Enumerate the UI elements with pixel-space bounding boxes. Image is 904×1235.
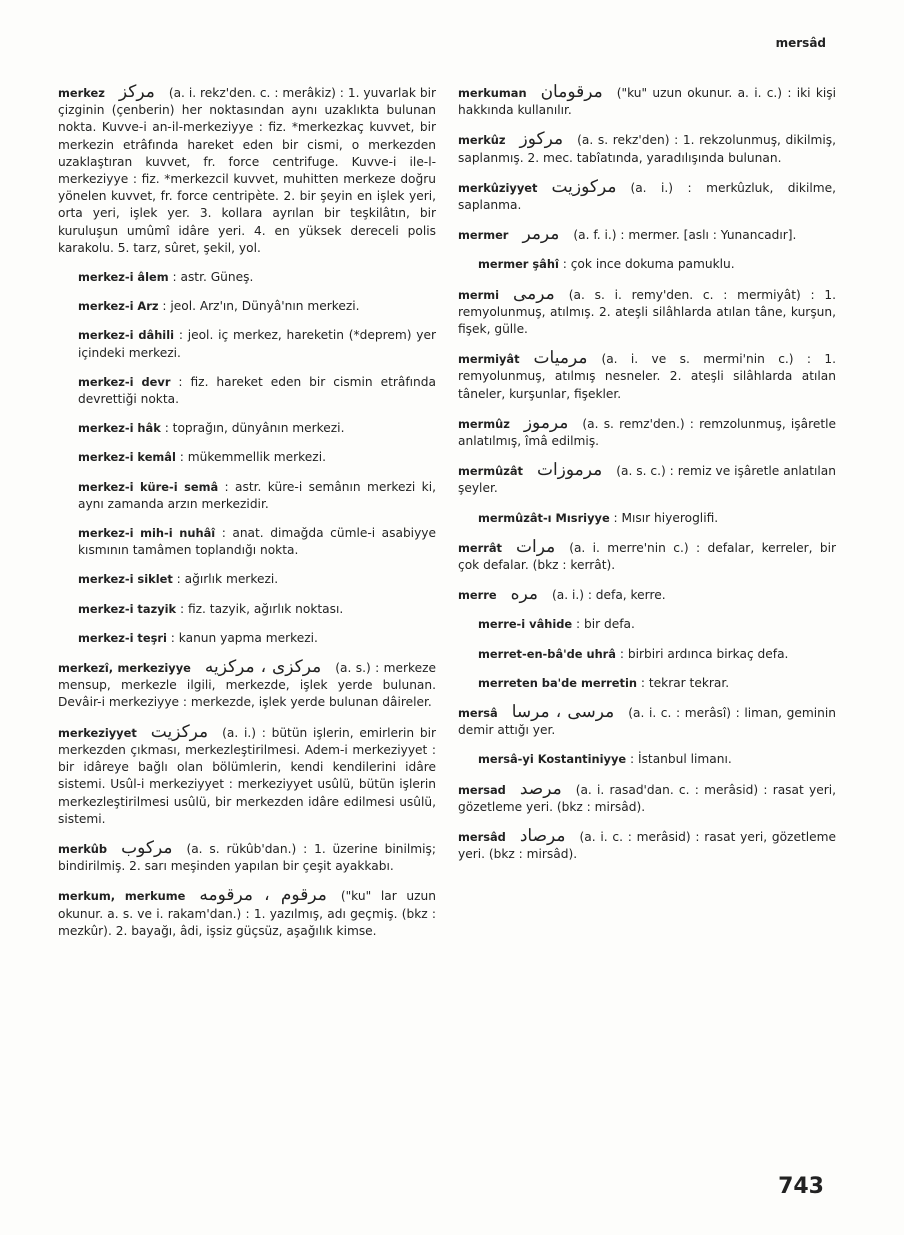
arabic-script: مرمر bbox=[522, 224, 560, 245]
arabic-script: مرکزيت bbox=[150, 721, 209, 742]
entry-headword: merkeziyyet bbox=[58, 725, 137, 740]
entry-headword: merkez-i mih-i nuhâî bbox=[78, 526, 216, 541]
entry-definition: : jeol. Arz'ın, Dünyâ'nın merkezi. bbox=[162, 299, 360, 314]
sub-entry bbox=[78, 374, 436, 408]
arabic-script: مرموزات bbox=[536, 460, 603, 481]
dictionary-entry bbox=[458, 828, 836, 863]
entry-definition: : Mısır hiyeroglifi. bbox=[613, 510, 719, 525]
entry-headword: merkûb bbox=[58, 841, 108, 856]
sub-entry bbox=[78, 601, 436, 618]
sub-entry bbox=[78, 420, 436, 437]
entry-definition: ("ku" uzun okunur. a. i. c.) : iki kişi hakkında kullanılır. bbox=[458, 86, 836, 118]
arabic-script: مرميات bbox=[533, 348, 588, 369]
dictionary-entry bbox=[58, 837, 436, 875]
entry-definition: (a. i. c. : merâsid) : rasat yeri, gözetleme yeri. (bkz : mirsâd). bbox=[458, 830, 836, 862]
arabic-script: مرموز bbox=[523, 412, 569, 433]
arabic-script: مرقوم ، مرقومه bbox=[199, 885, 327, 906]
entry-definition: (a. s. rekz'den) : 1. rekzolunmuş, dikilmiş, saplanmış. 2. mec. tabîatında, yaradılışında bulunan. bbox=[458, 133, 836, 165]
arabic-script: مرصد bbox=[519, 778, 562, 799]
entry-headword: merreten ba'de merretin bbox=[478, 675, 637, 690]
dictionary-entry bbox=[458, 283, 836, 339]
sub-entry bbox=[78, 525, 436, 559]
entry-definition: (a. i.) : defa, kerre. bbox=[551, 588, 666, 603]
entry-headword: mersâ-yi Kostantiniyye bbox=[478, 752, 627, 767]
entry-definition: : tekrar tekrar. bbox=[640, 675, 730, 690]
entry-definition: : fiz. tazyik, ağırlık noktası. bbox=[179, 601, 344, 616]
sub-entry bbox=[478, 751, 836, 768]
entry-definition: : çok ince dokuma pamuklu. bbox=[562, 257, 735, 272]
entry-headword: merkez-i teşri bbox=[78, 630, 167, 645]
sub-entry bbox=[478, 256, 836, 273]
entry-headword: merkez-i âlem bbox=[78, 270, 169, 285]
entry-definition: (a. f. i.) : mermer. [aslı : Yunancadır]. bbox=[573, 228, 797, 243]
entry-headword: merre-i vâhide bbox=[478, 617, 573, 632]
entry-headword: merrât bbox=[458, 540, 502, 555]
entry-definition: (a. s. rükûb'dan.) : 1. üzerine binilmiş; bindirilmiş. 2. sarı meşinden yapılan bir çeşit ayakkabı. bbox=[58, 841, 436, 874]
entry-definition: : birbiri ardınca birkaç defa. bbox=[619, 646, 789, 661]
arabic-script: مره bbox=[510, 584, 538, 605]
right-column bbox=[458, 84, 836, 876]
entry-headword: mermiyât bbox=[458, 352, 520, 367]
entry-definition: : bir defa. bbox=[576, 617, 635, 632]
dictionary-entry bbox=[458, 704, 836, 739]
entry-headword: mermûzât-ı Mısriyye bbox=[478, 510, 610, 525]
entry-headword: merkez-i dâhili bbox=[78, 328, 175, 343]
entry-definition: (a. i. rekz'den. c. : merâkiz) : 1. yuvarlak bir çizginin (çenberin) her noktasından aynı uzaklıkta bulunan nokta. Kuvve-i an-il-merkeziyye : fiz. *merkezkaç kuvvet, bir merkezin etrâfında hareket eden bir cismi, o merkezden uzaklaştıran kuvvet, fr. force centrifuge. Kuvve-i ile-l-merkeziyye : fiz. *merkezcil kuvvet, muhitten merkeze doğru yönelen kuvvet, fr. force centripète. 2. bir şeyin en işlek yeri, orta yeri, işlek yer. 3. kollara ayrılan bir teşkilâtın, bir kuruluşun umûmî idâre yeri. 4. en yüksek dereceli polis karakolu. 5. tarz, sûret, şekil, yol. bbox=[58, 86, 436, 255]
dictionary-entry bbox=[458, 131, 836, 166]
arabic-script: مرکز bbox=[118, 82, 155, 102]
sub-entry bbox=[78, 449, 436, 466]
arabic-script: مرکوزيت bbox=[551, 176, 617, 197]
entry-headword: merre bbox=[458, 588, 497, 603]
entry-definition: : İstanbul limanı. bbox=[630, 752, 732, 767]
dictionary-entry bbox=[458, 536, 836, 574]
arabic-script: مرکوب bbox=[121, 837, 173, 858]
entry-definition: : astr. Güneş. bbox=[172, 270, 254, 285]
arabic-script: مرکوز bbox=[519, 129, 564, 150]
entry-headword: merkum, merkume bbox=[58, 889, 186, 904]
sub-entry bbox=[78, 327, 436, 361]
entry-definition: (a. i. c. : merâsî) : liman, geminin demir attığı yer. bbox=[458, 706, 836, 738]
sub-entry bbox=[78, 571, 436, 588]
arabic-script: مرصاد bbox=[519, 826, 566, 847]
entry-definition: (a. i. rasad'dan. c. : merâsid) : rasat yeri, gözetleme yeri. (bkz : mirsâd). bbox=[458, 782, 836, 814]
entry-headword: merkuman bbox=[458, 86, 527, 100]
arabic-script: مرمى bbox=[513, 283, 555, 304]
entry-headword: merret-en-bâ'de uhrâ bbox=[478, 646, 616, 661]
entry-headword: merkûziyyet bbox=[458, 180, 538, 195]
dictionary-entry bbox=[458, 350, 836, 403]
sub-entry bbox=[78, 269, 436, 286]
entry-headword: merkez-i hâk bbox=[78, 421, 161, 436]
entry-definition: (a. s.) : merkeze mensup, merkezle ilgili, merkezde, işlek yerde bulunan. Devâir-i merkeziyye : merkezde, işlek yerde bulunan dâireler. bbox=[58, 661, 436, 710]
entry-definition: ("ku" lar uzun okunur. a. s. ve i. rakam'dan.) : 1. yazılmış, adı geçmiş. (bkz : mezkûr). 2. bayağı, âdi, işsiz güçsüz, aşağılık kimse. bbox=[58, 889, 436, 938]
entry-definition: : jeol. iç merkez, hareketin (*deprem) yer içindeki merkezi. bbox=[78, 328, 436, 360]
entry-headword: merkez bbox=[58, 86, 105, 100]
dictionary-entry bbox=[458, 176, 836, 214]
entry-definition: : kanun yapma merkezi. bbox=[170, 630, 318, 645]
entry-headword: merkez-i küre-i semâ bbox=[78, 479, 219, 494]
left-column bbox=[58, 84, 436, 952]
entry-headword: mersad bbox=[458, 782, 506, 797]
entry-headword: merkez-i devr bbox=[78, 374, 171, 389]
entry-headword: mermer bbox=[458, 228, 509, 243]
entry-headword: merkûz bbox=[458, 133, 506, 148]
entry-headword: mermûzât bbox=[458, 464, 523, 479]
sub-entry bbox=[78, 298, 436, 315]
dictionary-entry bbox=[58, 887, 436, 940]
dictionary-entry bbox=[58, 84, 436, 257]
dictionary-entry bbox=[458, 226, 836, 244]
entry-definition: (a. i. ve s. mermi'nin c.) : 1. remyolunmuş, atılmış nesneler. 2. ateşli silâhlarda atılan tâneler, kurşunlar, fişekler. bbox=[458, 352, 836, 401]
entry-headword: mersâ bbox=[458, 706, 498, 721]
entry-definition: : toprağın, dünyânın merkezi. bbox=[164, 421, 345, 436]
page-number: 743 bbox=[778, 1174, 824, 1199]
entry-definition: (a. i.) : merkûzluk, dikilme, saplanma. bbox=[458, 180, 836, 213]
entry-definition: : mükemmellik merkezi. bbox=[179, 450, 326, 465]
dictionary-entry bbox=[458, 462, 836, 497]
entry-definition: (a. i.) : bütün işlerin, emirlerin bir merkezden çıkması, merkezleştirilmesi. Adem-i merkeziyyet : bir idâreye bağlı olan bölümlerin, kendi kendilerini idâre sistemi. Usûl-i merkeziyyet : merkeziyyet usûlü, bütün işlerin merkezleştirilmesi usûlü, bir merkezden idâre edilmesi usûlü, sistemi. bbox=[58, 725, 436, 826]
dictionary-entry bbox=[58, 659, 436, 712]
sub-entry bbox=[478, 646, 836, 663]
dictionary-entry bbox=[458, 84, 836, 119]
entry-definition: : fiz. hareket eden bir cismin etrâfında devrettiği nokta. bbox=[78, 374, 436, 407]
entry-headword: merkez-i siklet bbox=[78, 572, 173, 587]
sub-entry bbox=[478, 675, 836, 692]
arabic-script: مرکزى ، مرکزيه bbox=[204, 657, 322, 678]
entry-headword: merkezî, merkeziyye bbox=[58, 661, 191, 676]
entry-headword: merkez-i tazyik bbox=[78, 601, 177, 616]
arabic-script: مرات bbox=[515, 536, 556, 557]
entry-headword: mersâd bbox=[458, 830, 506, 845]
entry-definition: (a. s. i. remy'den. c. : mermiyât) : 1. remyolunmuş, atılmış. 2. ateşli silâhlarda atılan tâne, kurşun, fişek, gülle. bbox=[458, 287, 836, 337]
entry-headword: merkez-i kemâl bbox=[78, 450, 176, 465]
sub-entry bbox=[478, 616, 836, 633]
entry-definition: : ağırlık merkezi. bbox=[176, 572, 279, 587]
sub-entry bbox=[478, 510, 836, 527]
dictionary-entry bbox=[458, 586, 836, 604]
entry-definition: (a. i. merre'nin c.) : defalar, kerreler, bir çok defalar. (bkz : kerrât). bbox=[458, 540, 836, 573]
entry-headword: mermûz bbox=[458, 416, 510, 431]
dictionary-entry bbox=[458, 778, 836, 816]
dictionary-entry bbox=[58, 721, 436, 828]
entry-definition: : astr. küre-i semânın merkezi ki, aynı zamanda arzın merkezidir. bbox=[78, 479, 437, 511]
running-head: mersâd bbox=[775, 36, 826, 50]
entry-definition: (a. s. c.) : remiz ve işâretle anlatılan şeyler. bbox=[458, 464, 836, 496]
sub-entry bbox=[78, 479, 436, 513]
arabic-script: مرسى ، مرسا bbox=[511, 702, 615, 723]
dictionary-entry bbox=[458, 412, 836, 450]
entry-headword: mermer şâhî bbox=[478, 257, 559, 272]
entry-headword: mermi bbox=[458, 287, 499, 302]
entry-definition: : anat. dimağda cümle-i asabiyye kısmının tamâmen toplandığı nokta. bbox=[78, 526, 436, 558]
entry-headword: merkez-i Arz bbox=[78, 299, 159, 314]
sub-entry bbox=[78, 630, 436, 647]
arabic-script: مرقومان bbox=[540, 82, 603, 102]
entry-definition: (a. s. remz'den.) : remzolunmuş, işâretle anlatılmış, îmâ edilmiş. bbox=[458, 416, 836, 449]
